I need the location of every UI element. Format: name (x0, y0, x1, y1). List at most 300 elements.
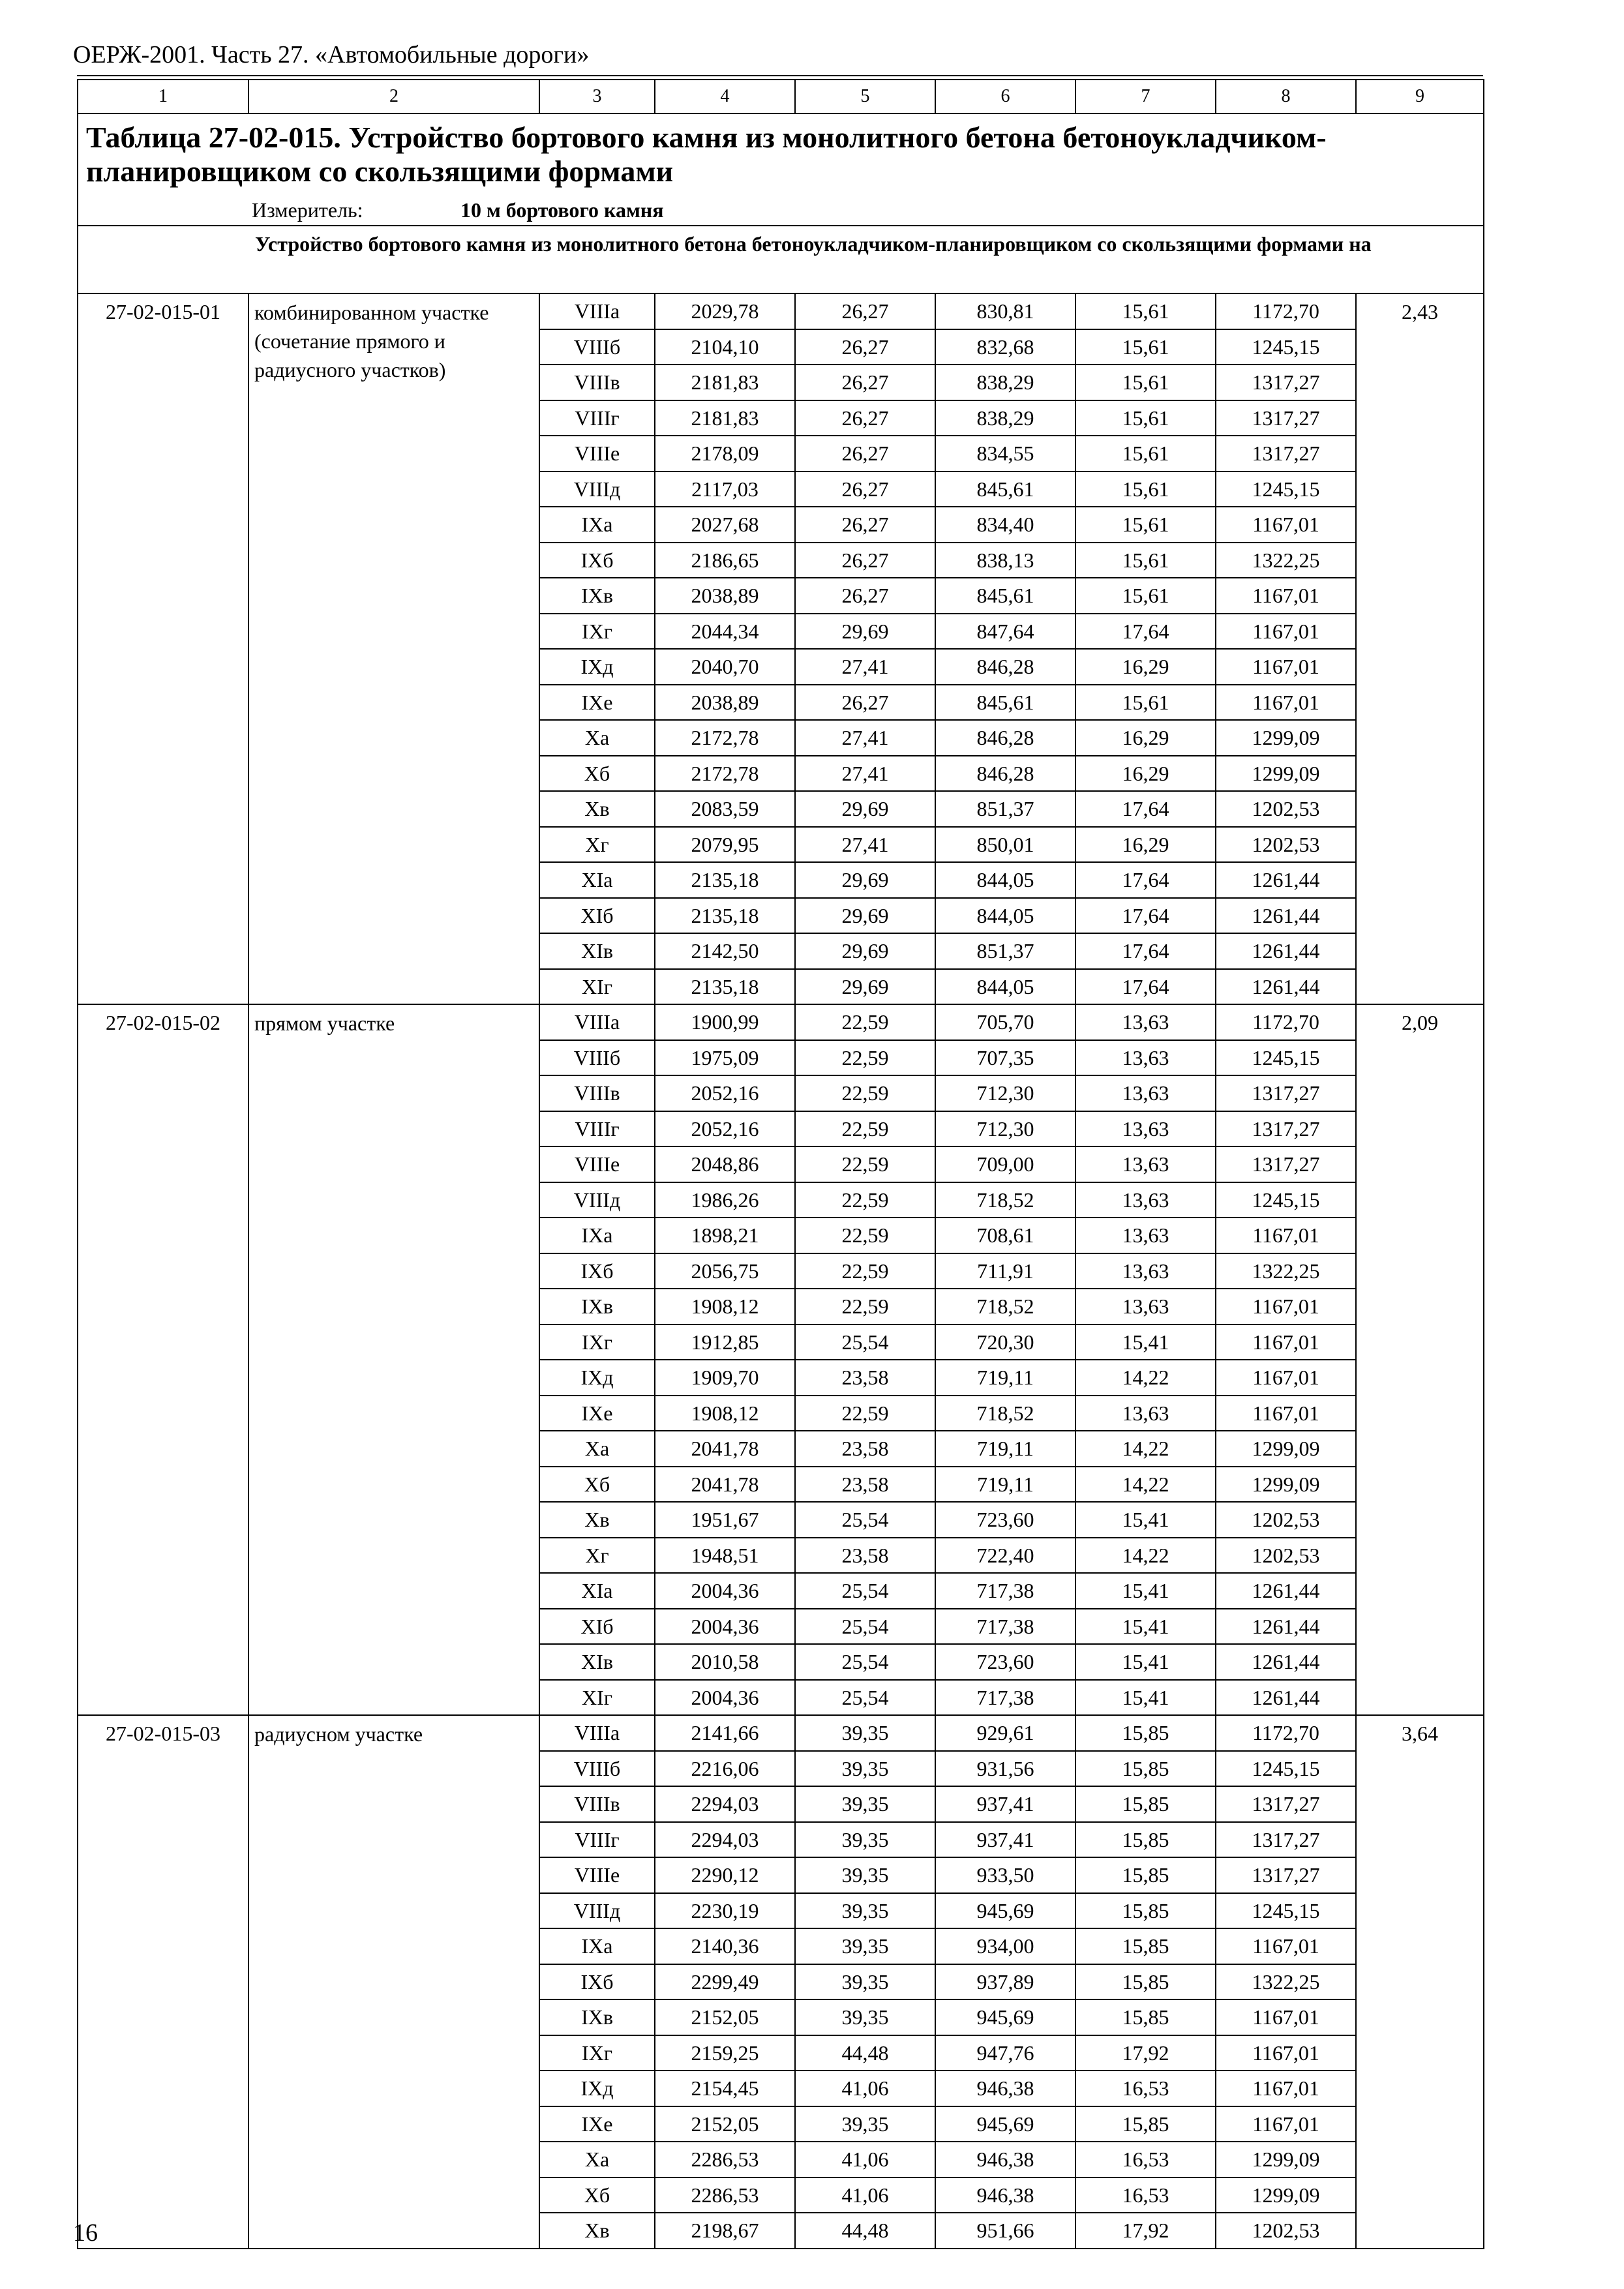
value-cell: 23,58 (795, 1431, 935, 1467)
value-cell: 2172,78 (655, 720, 795, 756)
rates-table (77, 79, 1484, 2249)
value-cell: 15,61 (1075, 293, 1216, 329)
value-cell: 2029,78 (655, 293, 795, 329)
value-cell: 39,35 (795, 1999, 935, 2035)
zone-cell: IXд (539, 1360, 655, 1396)
value-cell: 15,61 (1075, 400, 1216, 436)
value-cell: 1202,53 (1216, 2213, 1356, 2249)
zone-cell: VIIIе (539, 436, 655, 471)
value-cell: 945,69 (935, 1999, 1075, 2035)
zone-cell: VIIIд (539, 1182, 655, 1218)
value-cell: 846,28 (935, 756, 1075, 792)
value-cell: 29,69 (795, 862, 935, 898)
value-cell: 2041,78 (655, 1431, 795, 1467)
value-cell: 2117,03 (655, 471, 795, 507)
value-cell: 2142,50 (655, 933, 795, 969)
rate-description: прямом участке (248, 1004, 539, 1715)
value-cell: 23,58 (795, 1467, 935, 1503)
value-cell: 2079,95 (655, 827, 795, 863)
value-cell: 15,85 (1075, 1822, 1216, 1858)
value-cell: 947,76 (935, 2035, 1075, 2071)
value-cell: 1317,27 (1216, 436, 1356, 471)
zone-cell: XIа (539, 1573, 655, 1609)
value-cell: 2152,05 (655, 2106, 795, 2142)
value-cell: 22,59 (795, 1182, 935, 1218)
value-cell: 25,54 (795, 1502, 935, 1538)
value-cell: 2052,16 (655, 1111, 795, 1147)
value-cell: 26,27 (795, 507, 935, 543)
value-cell: 1317,27 (1216, 1111, 1356, 1147)
measure-value: 10 м бортового камня (460, 198, 664, 222)
value-cell: 2294,03 (655, 1786, 795, 1822)
value-cell: 1245,15 (1216, 1893, 1356, 1929)
value-cell: 13,63 (1075, 1111, 1216, 1147)
measure-cell (78, 195, 1484, 226)
zone-cell: Xб (539, 2177, 655, 2213)
value-cell: 717,38 (935, 1680, 1075, 1716)
value-cell: 1299,09 (1216, 2142, 1356, 2177)
table-row (78, 1004, 1484, 1040)
value-cell: 719,11 (935, 1431, 1075, 1467)
zone-cell: XIг (539, 969, 655, 1005)
value-cell: 15,61 (1075, 543, 1216, 578)
value-cell: 946,38 (935, 2142, 1075, 2177)
value-cell: 720,30 (935, 1324, 1075, 1360)
value-cell: 15,85 (1075, 1964, 1216, 2000)
value-cell: 838,29 (935, 400, 1075, 436)
value-cell: 15,41 (1075, 1502, 1216, 1538)
value-cell: 1317,27 (1216, 1075, 1356, 1111)
value-cell: 26,27 (795, 293, 935, 329)
zone-cell: IXа (539, 1928, 655, 1964)
value-cell: 17,92 (1075, 2213, 1216, 2249)
value-cell: 1317,27 (1216, 1857, 1356, 1893)
value-cell: 1167,01 (1216, 1396, 1356, 1431)
zone-cell: Xб (539, 1467, 655, 1503)
value-cell: 846,28 (935, 649, 1075, 685)
value-cell: 946,38 (935, 2071, 1075, 2106)
value-cell: 1948,51 (655, 1538, 795, 1574)
value-cell: 934,00 (935, 1928, 1075, 1964)
zone-cell: IXг (539, 1324, 655, 1360)
value-cell: 712,30 (935, 1075, 1075, 1111)
column-number: 6 (935, 80, 1075, 113)
zone-cell: Xг (539, 827, 655, 863)
value-cell: 29,69 (795, 898, 935, 934)
value-cell: 844,05 (935, 969, 1075, 1005)
value-cell: 41,06 (795, 2071, 935, 2106)
value-cell: 1908,12 (655, 1289, 795, 1324)
value-cell: 717,38 (935, 1573, 1075, 1609)
value-cell: 2181,83 (655, 365, 795, 400)
group-heading-spacer (78, 226, 248, 293)
value-cell: 1299,09 (1216, 1467, 1356, 1503)
value-cell: 1322,25 (1216, 1253, 1356, 1289)
zone-cell: IXд (539, 2071, 655, 2106)
value-cell: 16,29 (1075, 649, 1216, 685)
value-cell: 39,35 (795, 1786, 935, 1822)
value-cell: 2299,49 (655, 1964, 795, 2000)
value-cell: 26,27 (795, 578, 935, 614)
value-cell: 2159,25 (655, 2035, 795, 2071)
value-cell: 2135,18 (655, 898, 795, 934)
zone-cell: IXб (539, 543, 655, 578)
value-cell: 22,59 (795, 1146, 935, 1182)
value-cell: 2230,19 (655, 1893, 795, 1929)
zone-cell: Xг (539, 1538, 655, 1574)
column-number: 7 (1075, 80, 1216, 113)
value-cell: 1202,53 (1216, 791, 1356, 827)
value-cell: 14,22 (1075, 1538, 1216, 1574)
value-cell: 712,30 (935, 1111, 1075, 1147)
value-cell: 15,61 (1075, 507, 1216, 543)
header-rule (77, 75, 1483, 76)
value-cell: 1172,70 (1216, 1715, 1356, 1751)
zone-cell: Xб (539, 756, 655, 792)
value-cell: 2027,68 (655, 507, 795, 543)
zone-cell: IXв (539, 578, 655, 614)
table-row (78, 1715, 1484, 1751)
column-number: 2 (248, 80, 539, 113)
zone-cell: Xв (539, 791, 655, 827)
value-cell: 22,59 (795, 1040, 935, 1076)
value-cell: 708,61 (935, 1218, 1075, 1253)
value-cell: 2004,36 (655, 1573, 795, 1609)
value-cell: 16,29 (1075, 720, 1216, 756)
rate-code: 27-02-015-03 (78, 1715, 248, 2249)
value-cell: 15,61 (1075, 685, 1216, 721)
value-cell: 937,89 (935, 1964, 1075, 2000)
zone-cell: Xа (539, 1431, 655, 1467)
value-cell: 13,63 (1075, 1218, 1216, 1253)
zone-cell: IXа (539, 507, 655, 543)
value-cell: 830,81 (935, 293, 1075, 329)
zone-cell: VIIIд (539, 471, 655, 507)
value-cell: 1261,44 (1216, 898, 1356, 934)
value-cell: 1167,01 (1216, 2071, 1356, 2106)
value-cell: 1908,12 (655, 1396, 795, 1431)
rate-code: 27-02-015-01 (78, 293, 248, 1004)
value-cell: 846,28 (935, 720, 1075, 756)
value-cell: 17,64 (1075, 969, 1216, 1005)
value-cell: 834,55 (935, 436, 1075, 471)
value-cell: 844,05 (935, 898, 1075, 934)
zone-cell: VIIIб (539, 1040, 655, 1076)
value-cell: 838,13 (935, 543, 1075, 578)
column9-value: 2,43 (1356, 293, 1484, 1004)
value-cell: 15,61 (1075, 471, 1216, 507)
value-cell: 15,85 (1075, 1751, 1216, 1787)
value-cell: 15,85 (1075, 1715, 1216, 1751)
value-cell: 2004,36 (655, 1680, 795, 1716)
zone-cell: VIIIб (539, 1751, 655, 1787)
value-cell: 16,53 (1075, 2177, 1216, 2213)
value-cell: 722,40 (935, 1538, 1075, 1574)
column-number: 3 (539, 80, 655, 113)
zone-cell: IXд (539, 649, 655, 685)
measure-label: Измеритель: (252, 198, 363, 222)
value-cell: 1167,01 (1216, 649, 1356, 685)
value-cell: 39,35 (795, 1715, 935, 1751)
value-cell: 17,64 (1075, 791, 1216, 827)
zone-cell: VIIIг (539, 400, 655, 436)
value-cell: 717,38 (935, 1609, 1075, 1645)
value-cell: 39,35 (795, 2106, 935, 2142)
value-cell: 1261,44 (1216, 969, 1356, 1005)
value-cell: 2198,67 (655, 2213, 795, 2249)
zone-cell: Xв (539, 1502, 655, 1538)
value-cell: 26,27 (795, 365, 935, 400)
value-cell: 39,35 (795, 1893, 935, 1929)
value-cell: 2154,45 (655, 2071, 795, 2106)
value-cell: 1245,15 (1216, 1182, 1356, 1218)
value-cell: 1172,70 (1216, 293, 1356, 329)
zone-cell: VIIIа (539, 1004, 655, 1040)
value-cell: 13,63 (1075, 1253, 1216, 1289)
value-cell: 1912,85 (655, 1324, 795, 1360)
value-cell: 2140,36 (655, 1928, 795, 1964)
value-cell: 2135,18 (655, 862, 795, 898)
value-cell: 17,64 (1075, 862, 1216, 898)
zone-cell: XIв (539, 933, 655, 969)
zone-cell: IXе (539, 685, 655, 721)
zone-cell: IXг (539, 614, 655, 650)
value-cell: 15,41 (1075, 1644, 1216, 1680)
value-cell: 851,37 (935, 933, 1075, 969)
value-cell: 2286,53 (655, 2177, 795, 2213)
value-cell: 22,59 (795, 1111, 935, 1147)
value-cell: 1167,01 (1216, 507, 1356, 543)
value-cell: 15,85 (1075, 1893, 1216, 1929)
value-cell: 2056,75 (655, 1253, 795, 1289)
column9-value: 2,09 (1356, 1004, 1484, 1715)
value-cell: 13,63 (1075, 1289, 1216, 1324)
value-cell: 2104,10 (655, 329, 795, 365)
value-cell: 29,69 (795, 969, 935, 1005)
zone-cell: VIIIг (539, 1111, 655, 1147)
value-cell: 845,61 (935, 578, 1075, 614)
value-cell: 2052,16 (655, 1075, 795, 1111)
column9-value: 3,64 (1356, 1715, 1484, 2249)
value-cell: 723,60 (935, 1502, 1075, 1538)
column-number-row (78, 80, 1484, 113)
zone-cell: VIIIг (539, 1822, 655, 1858)
column-number: 8 (1216, 80, 1356, 113)
value-cell: 945,69 (935, 2106, 1075, 2142)
value-cell: 16,29 (1075, 756, 1216, 792)
value-cell: 13,63 (1075, 1040, 1216, 1076)
value-cell: 22,59 (795, 1075, 935, 1111)
zone-cell: VIIIе (539, 1146, 655, 1182)
value-cell: 15,85 (1075, 1928, 1216, 1964)
zone-cell: IXа (539, 1218, 655, 1253)
value-cell: 1898,21 (655, 1218, 795, 1253)
group-heading-row (78, 226, 1484, 293)
value-cell: 13,63 (1075, 1182, 1216, 1218)
value-cell: 718,52 (935, 1182, 1075, 1218)
value-cell: 1261,44 (1216, 1644, 1356, 1680)
value-cell: 44,48 (795, 2035, 935, 2071)
value-cell: 39,35 (795, 1822, 935, 1858)
zone-cell: IXг (539, 2035, 655, 2071)
value-cell: 850,01 (935, 827, 1075, 863)
zone-cell: IXв (539, 1999, 655, 2035)
value-cell: 1167,01 (1216, 1999, 1356, 2035)
running-header: ОЕРЖ-2001. Часть 27. «Автомобильные дороги» (73, 41, 590, 68)
zone-cell: VIIIв (539, 1075, 655, 1111)
zone-cell: XIб (539, 1609, 655, 1645)
value-cell: 29,69 (795, 614, 935, 650)
value-cell: 26,27 (795, 685, 935, 721)
zone-cell: IXе (539, 2106, 655, 2142)
value-cell: 26,27 (795, 471, 935, 507)
measure-line (78, 198, 1483, 222)
value-cell: 1167,01 (1216, 1360, 1356, 1396)
value-cell: 844,05 (935, 862, 1075, 898)
value-cell: 933,50 (935, 1857, 1075, 1893)
value-cell: 929,61 (935, 1715, 1075, 1751)
value-cell: 15,41 (1075, 1609, 1216, 1645)
value-cell: 22,59 (795, 1253, 935, 1289)
zone-cell: XIв (539, 1644, 655, 1680)
value-cell: 1245,15 (1216, 471, 1356, 507)
value-cell: 845,61 (935, 685, 1075, 721)
value-cell: 1299,09 (1216, 1431, 1356, 1467)
value-cell: 17,92 (1075, 2035, 1216, 2071)
value-cell: 22,59 (795, 1396, 935, 1431)
value-cell: 17,64 (1075, 898, 1216, 934)
zone-cell: Xв (539, 2213, 655, 2249)
value-cell: 13,63 (1075, 1396, 1216, 1431)
value-cell: 15,61 (1075, 365, 1216, 400)
value-cell: 1317,27 (1216, 1146, 1356, 1182)
value-cell: 39,35 (795, 1857, 935, 1893)
value-cell: 931,56 (935, 1751, 1075, 1787)
value-cell: 945,69 (935, 1893, 1075, 1929)
value-cell: 41,06 (795, 2177, 935, 2213)
value-cell: 1202,53 (1216, 827, 1356, 863)
value-cell: 13,63 (1075, 1075, 1216, 1111)
value-cell: 29,69 (795, 791, 935, 827)
zone-cell: VIIIа (539, 1715, 655, 1751)
value-cell: 1202,53 (1216, 1538, 1356, 1574)
value-cell: 1202,53 (1216, 1502, 1356, 1538)
value-cell: 1322,25 (1216, 543, 1356, 578)
value-cell: 22,59 (795, 1289, 935, 1324)
value-cell: 2216,06 (655, 1751, 795, 1787)
value-cell: 1167,01 (1216, 685, 1356, 721)
value-cell: 22,59 (795, 1004, 935, 1040)
value-cell: 29,69 (795, 933, 935, 969)
value-cell: 1317,27 (1216, 1822, 1356, 1858)
value-cell: 15,61 (1075, 329, 1216, 365)
value-cell: 1317,27 (1216, 365, 1356, 400)
value-cell: 1167,01 (1216, 2106, 1356, 2142)
group-heading: Устройство бортового камня из монолитного бетона бетоноукладчиком-планировщиком со скользящими формами на (248, 226, 1484, 293)
value-cell: 2181,83 (655, 400, 795, 436)
value-cell: 1167,01 (1216, 578, 1356, 614)
value-cell: 851,37 (935, 791, 1075, 827)
value-cell: 2041,78 (655, 1467, 795, 1503)
value-cell: 2286,53 (655, 2142, 795, 2177)
value-cell: 1900,99 (655, 1004, 795, 1040)
value-cell: 2141,66 (655, 1715, 795, 1751)
value-cell: 15,41 (1075, 1573, 1216, 1609)
value-cell: 2038,89 (655, 578, 795, 614)
value-cell: 1245,15 (1216, 1040, 1356, 1076)
value-cell: 17,64 (1075, 933, 1216, 969)
value-cell: 2010,58 (655, 1644, 795, 1680)
value-cell: 2172,78 (655, 756, 795, 792)
value-cell: 1167,01 (1216, 1324, 1356, 1360)
value-cell: 27,41 (795, 649, 935, 685)
value-cell: 25,54 (795, 1573, 935, 1609)
value-cell: 946,38 (935, 2177, 1075, 2213)
value-cell: 15,85 (1075, 1999, 1216, 2035)
table-title: Таблица 27-02-015. Устройство бортового камня из монолитного бетона бетоноукладчиком-планировщиком со скользящими формами (78, 113, 1484, 195)
value-cell: 25,54 (795, 1324, 935, 1360)
value-cell: 937,41 (935, 1786, 1075, 1822)
value-cell: 707,35 (935, 1040, 1075, 1076)
value-cell: 22,59 (795, 1218, 935, 1253)
value-cell: 23,58 (795, 1360, 935, 1396)
zone-cell: VIIIе (539, 1857, 655, 1893)
value-cell: 41,06 (795, 2142, 935, 2177)
value-cell: 14,22 (1075, 1360, 1216, 1396)
value-cell: 26,27 (795, 329, 935, 365)
value-cell: 1975,09 (655, 1040, 795, 1076)
value-cell: 1909,70 (655, 1360, 795, 1396)
value-cell: 2040,70 (655, 649, 795, 685)
value-cell: 705,70 (935, 1004, 1075, 1040)
value-cell: 832,68 (935, 329, 1075, 365)
value-cell: 27,41 (795, 827, 935, 863)
zone-cell: IXв (539, 1289, 655, 1324)
value-cell: 711,91 (935, 1253, 1075, 1289)
value-cell: 1167,01 (1216, 1928, 1356, 1964)
value-cell: 13,63 (1075, 1004, 1216, 1040)
rate-code: 27-02-015-02 (78, 1004, 248, 1715)
measure-row (78, 195, 1484, 226)
value-cell: 39,35 (795, 1928, 935, 1964)
value-cell: 719,11 (935, 1467, 1075, 1503)
table-title-row (78, 113, 1484, 195)
value-cell: 15,41 (1075, 1324, 1216, 1360)
value-cell: 25,54 (795, 1609, 935, 1645)
value-cell: 15,85 (1075, 1786, 1216, 1822)
value-cell: 15,61 (1075, 578, 1216, 614)
value-cell: 2152,05 (655, 1999, 795, 2035)
zone-cell: Xа (539, 720, 655, 756)
zone-cell: XIб (539, 898, 655, 934)
value-cell: 2083,59 (655, 791, 795, 827)
value-cell: 718,52 (935, 1289, 1075, 1324)
value-cell: 1986,26 (655, 1182, 795, 1218)
value-cell: 1167,01 (1216, 1289, 1356, 1324)
page-number: 16 (73, 2219, 98, 2247)
value-cell: 2135,18 (655, 969, 795, 1005)
value-cell: 1261,44 (1216, 933, 1356, 969)
value-cell: 14,22 (1075, 1431, 1216, 1467)
value-cell: 15,61 (1075, 436, 1216, 471)
value-cell: 723,60 (935, 1644, 1075, 1680)
value-cell: 26,27 (795, 543, 935, 578)
value-cell: 2048,86 (655, 1146, 795, 1182)
value-cell: 1317,27 (1216, 1786, 1356, 1822)
zone-cell: VIIIв (539, 1786, 655, 1822)
value-cell: 718,52 (935, 1396, 1075, 1431)
value-cell: 2178,09 (655, 436, 795, 471)
